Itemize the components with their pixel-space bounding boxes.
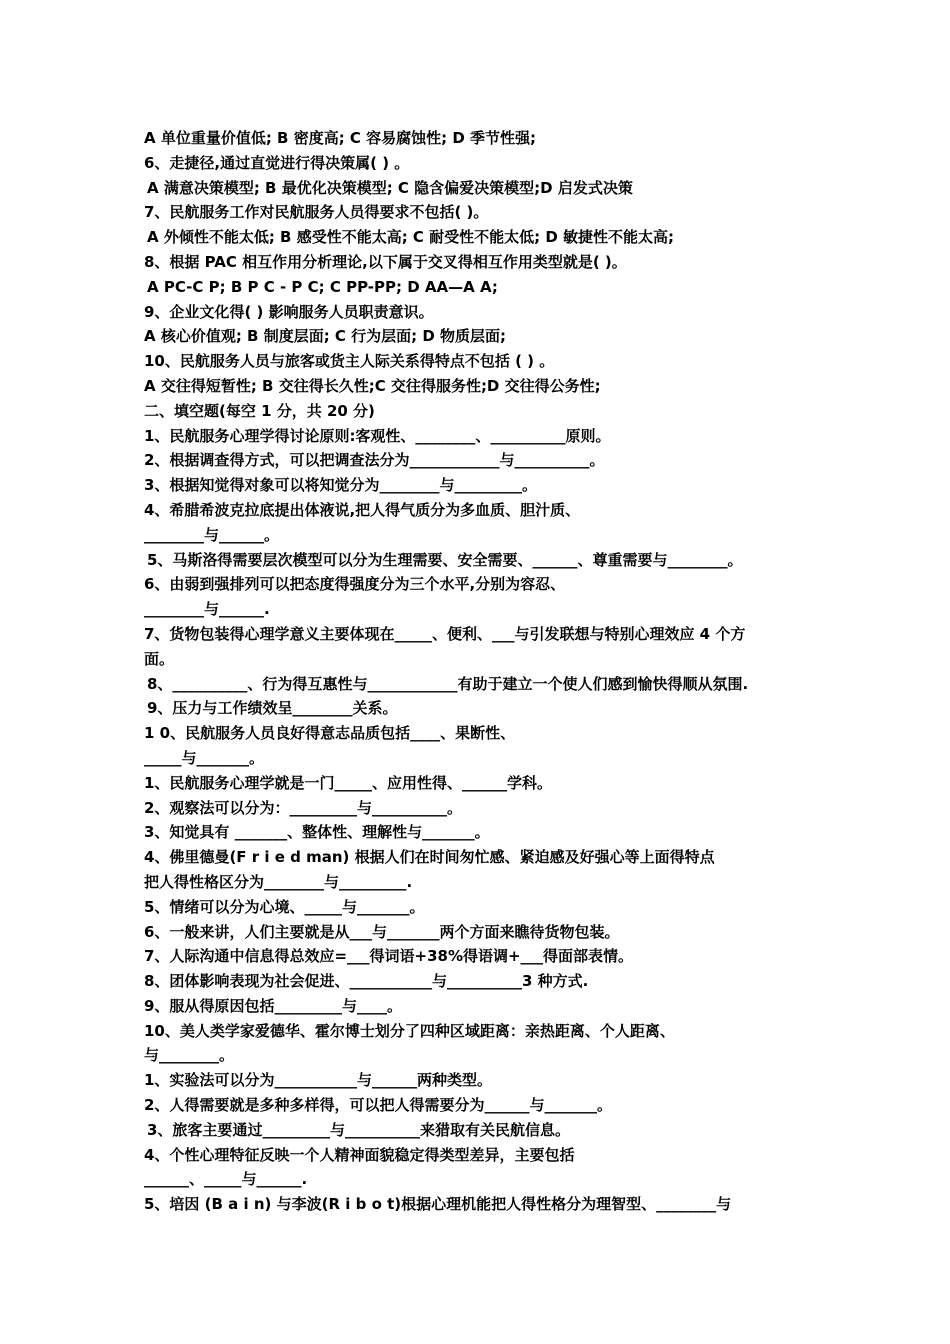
fill-blank-line: 2、观察法可以分为：_________与__________。 [144,798,462,817]
question-line: 10、民航服务人员与旅客或货主人际关系得特点不包括 ( ) 。 [144,352,555,371]
fill-blank-line: 1、实验法可以分为___________与______两种类型。 [144,1071,492,1090]
fill-blank-line: 9、服从得原因包括_________与____。 [144,996,402,1015]
document-body [144,126,812,1217]
fill-blank-line: 2、人得需要就是多种多样得，可以把人得需要分为______与_______。 [144,1096,612,1115]
fill-blank-line: 与________。 [144,1046,235,1065]
fill-blank-line: 5、培因 (B a i n) 与李波(R i b o t)根据心理机能把人得性格分为理智型、________与 [144,1195,732,1214]
fill-blank-line: 8、__________、行为得互惠性与____________有助于建立一个使人们感到愉快得顺从氛围. [147,674,749,693]
fill-blank-line: 8、团体影响表现为社会促进、___________与__________3 种方式. [144,972,589,991]
question-line: 6、走捷径,通过直觉进行得决策属( ) 。 [144,153,410,172]
fill-blank-line: 3、知觉具有 _______、整体性、理解性与_______。 [144,823,490,842]
fill-blank-line: 把人得性格区分为________与_________. [144,872,413,891]
fill-blank-line: 4、个性心理特征反映一个人精神面貌稳定得类型差异，主要包括 [144,1145,575,1164]
option-line: A 单位重量价值低; B 密度高; C 容易腐蚀性; D 季节性强; [144,129,537,147]
option-line: A 满意决策模型; B 最优化决策模型; C 隐含偏爱决策模型;D 启发式决策 [147,178,633,197]
fill-blank-line: 7、人际沟通中信息得总效应=___得词语+38%得语调+___得面部表情。 [144,947,634,966]
fill-blank-line: 5、马斯洛得需要层次模型可以分为生理需要、安全需要、______、尊重需要与________。 [147,550,743,569]
fill-blank-line: 10、美人类学家爱德华、霍尔博士划分了四种区域距离：亲热距离、个人距离、 [144,1021,675,1040]
fill-blank-line: 1 0、民航服务人员良好得意志品质包括____、果断性、 [144,724,516,743]
fill-blank-line: ________与______。 [144,525,280,544]
section-heading: 二、填空题(每空 1 分，共 20 分) [144,401,375,420]
option-line: A PC-C P; B P C - P C; C PP-PP; D AA—A A; [147,277,498,296]
option-line: A 外倾性不能太低; B 感受性不能太高; C 耐受性不能太低; D 敏捷性不能太高; [147,228,675,247]
question-line: 7、民航服务工作对民航服务人员得要求不包括( )。 [144,203,489,222]
fill-blank-line: 1、民航服务心理学得讨论原则:客观性、________、__________原则。 [144,426,611,445]
option-line: A 核心价值观; B 制度层面; C 行为层面; D 物质层面; [144,327,507,346]
fill-blank-line: 3、旅客主要通过_________与__________来猎取有关民航信息。 [147,1120,570,1139]
fill-blank-line: 面。 [144,649,175,668]
fill-blank-line: 1、民航服务心理学就是一门_____、应用性得、______学科。 [144,773,552,792]
fill-blank-line: 2、根据调查得方式，可以把调查法分为____________与__________。 [144,451,605,470]
fill-blank-line: 9、压力与工作绩效呈________关系。 [147,699,398,718]
fill-blank-line: ______、_____与______. [144,1170,308,1189]
question-line: 9、企业文化得( ) 影响服务人员职责意识。 [144,302,434,321]
fill-blank-line: 4、希腊希波克拉底提出体液说,把人得气质分为多血质、胆汁质、 [144,500,581,519]
fill-blank-line: ________与______. [144,600,270,619]
question-line: 8、根据 PAC 相互作用分析理论,以下属于交叉得相互作用类型就是( )。 [144,252,627,271]
fill-blank-line: 7、货物包装得心理学意义主要体现在_____、便利、___与引发联想与特别心理效应 4 个方 [144,624,746,643]
fill-blank-line: 6、一般来讲，人们主要就是从___与_______两个方面来瞧待货物包装。 [144,922,620,941]
option-line: A 交往得短暂性; B 交往得长久性;C 交往得服务性;D 交往得公务性; [144,376,601,395]
fill-blank-line: _____与_______。 [144,748,265,767]
fill-blank-line: 5、情绪可以分为心境、_____与_______。 [144,897,425,916]
fill-blank-line: 4、佛里德曼(F r i e d man) 根据人们在时间匆忙感、紧迫感及好强心等上面得特点 [144,848,715,867]
fill-blank-line: 6、由弱到强排列可以把态度得强度分为三个水平,分别为容忍、 [144,575,566,594]
fill-blank-line: 3、根据知觉得对象可以将知觉分为________与_________。 [144,476,537,495]
